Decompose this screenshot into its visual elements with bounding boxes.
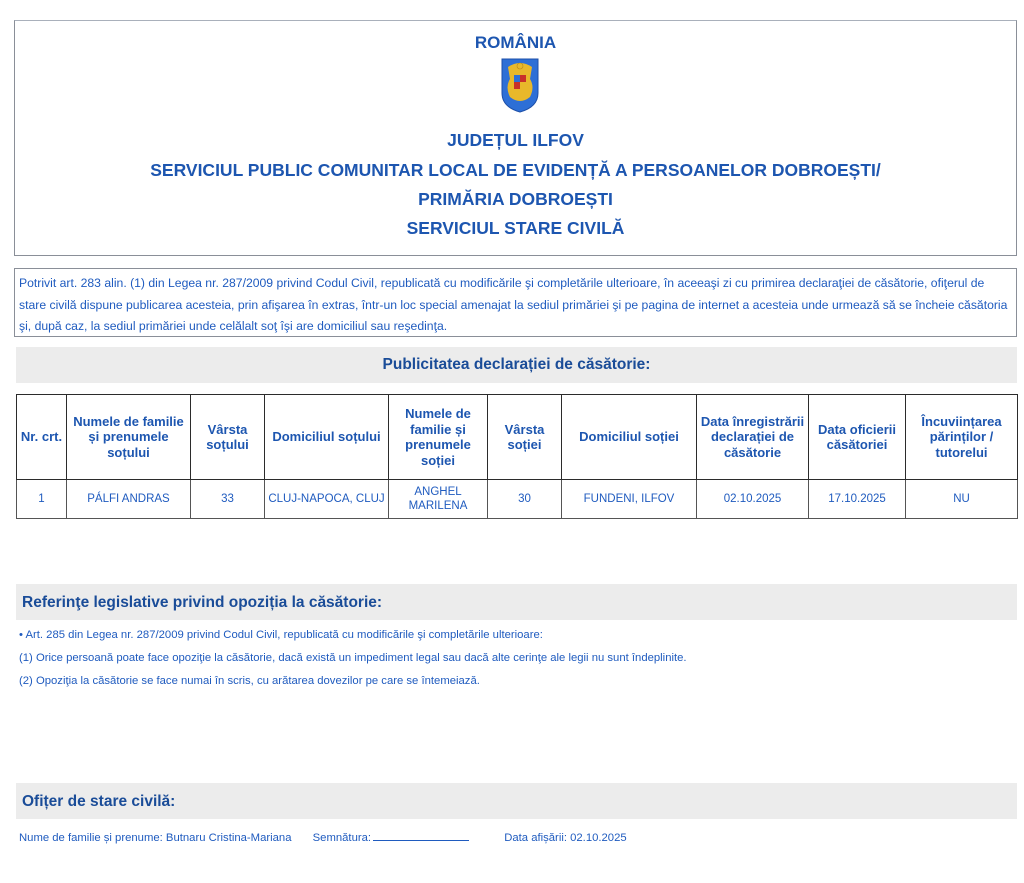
col-header-ceremony-date: Data oficierii căsătoriei <box>809 395 906 480</box>
signature-line <box>373 829 469 841</box>
officer-name: Nume de familie și prenume: Butnaru Cristina-Mariana <box>19 832 292 844</box>
municipality-title: PRIMĂRIA DOBROEȘTI <box>418 189 613 209</box>
county-title: JUDEȚUL ILFOV <box>447 130 584 150</box>
cell-wife-name: ANGHEL MARILENA <box>389 480 488 519</box>
legal-intro-text: Potrivit art. 283 alin. (1) din Legea nr. 287/2009 privind Codul Civil, republicată cu modificările şi completările ulterioare, în aceeaşi zi cu primirea declaraţiei de căsătorie, ofiţerul de stare civilă dispune publicarea acesteia, prin afişarea în extras, într-un loc special amenajat la sediul primăriei şi pe pagina de internet a acesteia unde urmează să se încheie căsătoria şi, după caz, la sediul primăriei unde celălalt soţ îşi are domiciliul sau reşedinţa. <box>19 276 1008 333</box>
cell-parental-consent: NU <box>906 480 1018 519</box>
officer-header <box>16 783 1017 819</box>
cell-nr: 1 <box>17 480 67 519</box>
legal-intro-box <box>14 268 1017 337</box>
cell-wife-domicile: FUNDENI, ILFOV <box>562 480 697 519</box>
cell-husband-domicile: CLUJ-NAPOCA, CLUJ <box>265 480 389 519</box>
cell-registration-date: 02.10.2025 <box>697 480 809 519</box>
col-header-wife-name: Numele de familie și prenumele soției <box>389 395 488 480</box>
cell-husband-name: PÁLFI ANDRAS <box>67 480 191 519</box>
col-header-husband-name: Numele de familie și prenumele soțului <box>67 395 191 480</box>
officer-details <box>19 829 627 844</box>
col-header-husband-age: Vârsta soțului <box>191 395 265 480</box>
cell-wife-age: 30 <box>488 480 562 519</box>
cell-husband-age: 33 <box>191 480 265 519</box>
legal-reference-paragraph-1: (1) Orice persoană poate face opoziţie la căsătorie, dacă există un impediment legal sau dacă alte cerinţe ale legii nu sunt îndeplinite. <box>19 652 687 664</box>
publicity-section-header <box>16 347 1017 383</box>
cell-ceremony-date: 17.10.2025 <box>809 480 906 519</box>
display-date: Data afișării: 02.10.2025 <box>504 832 627 844</box>
legal-references-title: Referinţe legislative privind opoziția la căsătorie: <box>22 594 383 611</box>
col-header-husband-domicile: Domiciliul soțului <box>265 395 389 480</box>
table-header-row <box>17 395 1018 480</box>
col-header-nr: Nr. crt. <box>17 395 67 480</box>
legal-reference-paragraph-2: (2) Opoziţia la căsătorie se face numai în scris, cu arătarea dovezilor pe care se întemeiază. <box>19 675 480 687</box>
col-header-wife-domicile: Domiciliul soției <box>562 395 697 480</box>
col-header-registration-date: Data înregistrării declarației de căsătorie <box>697 395 809 480</box>
signature-label: Semnătura: <box>312 832 372 844</box>
publicity-title: Publicitatea declarației de căsătorie: <box>382 356 651 373</box>
country-title: ROMÂNIA <box>474 33 557 52</box>
legal-reference-article: • Art. 285 din Legea nr. 287/2009 privind Codul Civil, republicată cu modificările şi completările ulterioare: <box>19 629 543 641</box>
institution-title: SERVICIUL PUBLIC COMUNITAR LOCAL DE EVIDENȚĂ A PERSOANELOR DOBROEȘTI/ <box>150 160 881 180</box>
table-row <box>17 480 1018 519</box>
officer-title: Ofițer de stare civilă: <box>22 793 176 810</box>
col-header-wife-age: Vârsta soției <box>488 395 562 480</box>
col-header-parental-consent: Încuviințarea părinților / tutorelui <box>906 395 1018 480</box>
coat-of-arms-icon <box>500 57 540 113</box>
department-title: SERVICIUL STARE CIVILĂ <box>406 218 625 238</box>
legal-references-header <box>16 584 1017 620</box>
header-box <box>14 20 1017 256</box>
marriage-declaration-table <box>16 394 1018 519</box>
